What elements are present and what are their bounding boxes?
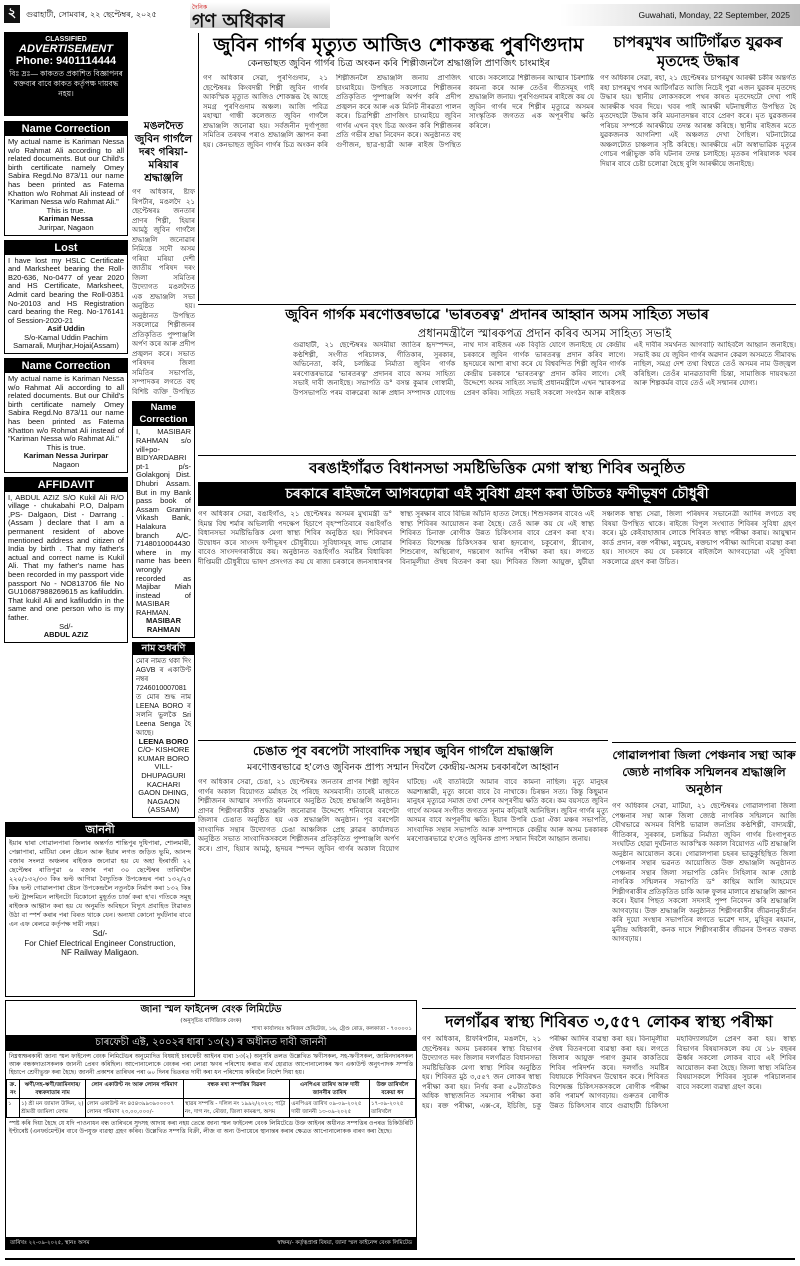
article-headline: জুবিন গাৰ্গক মৰণোত্তৰভাৱে 'ভাৰতৰত্ন' প্ৰদানৰ আহ্বান অসম সাহিত্য সভাৰ xyxy=(285,307,709,323)
notice-footer-bar xyxy=(6,1237,416,1249)
article-headline: গোৱালপাৰা জিলা পেঞ্চনাৰ সন্থা আৰু জ্যেষ্ঠ নাগৰিক সন্মিলনৰ শ্ৰদ্ধাঞ্জলি অনুষ্ঠান xyxy=(612,748,796,796)
ad-name-correction-masibar xyxy=(132,401,195,637)
ad-name-correction-2 xyxy=(4,358,128,473)
notice-signatory: For Chief Electrical Engineer Construction, xyxy=(24,938,176,948)
article-headline: বৰঙাইগাঁৱত বিধানসভা সমষ্টিভিত্তিক মেগা স্বাস্থ্য শিবিৰ অনুষ্ঠিত xyxy=(309,459,685,477)
notice-signature: স্বাক্ষৰ/- কৰ্তৃত্বপ্ৰাপ্ত বিষয়া, জানা স্মল ফাইনেন্স বেংক লিমিটেড xyxy=(277,1240,412,1246)
article-body: গণ অধিকাৰ সেৱা, বঙাইগাঁও, ২১ ছেপ্টেম্বৰঃ অসমৰ মুখ্যমন্ত্ৰী ড° হিমন্ত বিশ্ব শৰ্মাৰ অভিলাষী পদক্ষেপ হিচাপে বৃহস্পতিবাৰে বঙাইগাঁও বিধানসভা সমষ্টিভিত্তিক মেগা স্বাস্থ্য শিবিৰ অনুষ্ঠিত হয়। শিবিৰখন উদ্বোধন কৰে সাংসদ ফণীভূষণ চৌধুৰীয়ে। সুবিধাসমূহ লাভ লোৱাৰ বাবেও সাংসদগৰাকীয়ে কয়। অনুষ্ঠানত বঙাইগাঁও সমষ্টিৰ বিধায়িকা দীপ্তিময়ী চৌধুৰীয়ে ভাষণ প্ৰসংগত কয় যে ৰাজ্য চৰকাৰে জনসাধাৰণৰ স্বাস্থ্য সুৰক্ষাৰ বাবে বিভিন্ন আঁচনি হাতত লৈছে। শিশুসকলৰ বাবেও এই স্বাস্থ্য শিবিৰৰ আয়োজন কৰা হৈছে। তেওঁ আৰু কয় যে এই স্বাস্থ্য শিবিৰত চিনাক্ত ৰোগীক উন্নত চিকিৎসাৰ বাবে প্ৰেৰণ কৰা হ'ব। শিবিৰত বিশেষজ্ঞ চিকিৎসকৰ দ্বাৰা হৃদৰোগ, চকুৰোগ, স্ত্ৰীৰোগ, শিশুৰোগ, অস্থিৰোগ, দন্তৰোগ আদিৰ পৰীক্ষা কৰা হয়। লগতে বিনামূলীয়া ঔষধ বিতৰণ কৰা হয়। শিবিৰত জিলা আয়ুক্ত, যুটীয়া সঞ্চালক স্বাস্থ্য সেৱা, জিলা পৰিষদৰ সভানেত্ৰী আদিৰ লগতে বহু বিষয়া উপস্থিত থাকে। ৰাইজে বিপুল সংখ্যাত শিবিৰৰ সুবিধা গ্ৰহণ কৰে। মুঠ কেইবাহাজাৰ লোকে শিবিৰত স্বাস্থ্য পৰীক্ষা কৰায়। আয়ুষ্মান কাৰ্ড প্ৰদান, ৰক্ত পৰীক্ষা, মধুমেহ, ৰক্তচাপ পৰীক্ষা আদিৰো ব্যৱস্থা কৰা হয়। সাংসদে কয় যে চৰকাৰে ৰাইজলৈ আগবঢ়োৱা এই সুবিধা সকলোৱে গ্ৰহণ কৰা উচিত। xyxy=(198,510,796,566)
ad-title: Name Correction xyxy=(5,122,127,136)
ad-address: Jurirpar, Nagaon xyxy=(38,222,94,232)
article-mega-health-camp xyxy=(198,455,796,737)
ad-lost xyxy=(4,240,128,355)
table-header: ক্ৰ. নং xyxy=(7,1080,20,1099)
table-cell: ১ xyxy=(7,1099,20,1118)
ad-text: My actual name is Kariman Nessa w/o Rahmat Ali according to all related documents. But our Child's birth certificate namely Omey Sabira Regd.No 873/11 our name has been printed as Fatema Khatton w/o Rohmat Ali instead of "Kariman Nessa w/o Rahmat Ali." xyxy=(8,137,124,207)
article-subheadline: মৰণোত্তৰভাৱে হ'লেও জুবিনক প্ৰাপ্য সন্মান দিবলৈ কেন্দ্ৰীয়-অসম চৰকাৰলৈ আহ্বান xyxy=(247,762,559,773)
notice-footer-text: স্পষ্ট কৰি দিয়া হৈছে যে যদি পাওনাধন বন্ধ তাৰিখৰে সুদসহ আদায় কৰা নহয় তেন্তে জানা স্মল ফাইনেন্স বেংক লিমিটেডে উক্ত আইনৰ অধীনত সম্পত্তিৰ ওপৰত চিকিউৰিটি ইণ্টাৰেষ্ট (এনফৰ্চমেণ্ট)ৰ বাবে উপযুক্ত ব্যৱস্থা গ্ৰহণ কৰিব। উল্লেখিত সম্পত্তি বিক্ৰী, লীজ বা অন্য উপায়েৰে স্থানান্তৰ কৰাৰ ক্ষেত্ৰত আপোনালোকক বাৰণ কৰা হৈছে। xyxy=(9,1120,413,1135)
ad-address: C/O- KISHORE KUMAR BORO VILL- DHUPAGURI KACHARI GAON DHING, NAGAON (ASSAM) xyxy=(137,745,190,815)
article-headline: দলগাঁৱৰ স্বাস্থ্য শিবিৰত ৩,৫৫৭ লোকৰ স্বাস্থ্য পৰীক্ষা xyxy=(445,1012,773,1031)
ad-name-correction-assamese xyxy=(132,642,195,818)
ad-signature: MASIBAR RAHMAN xyxy=(146,616,181,635)
article-mangaldoi xyxy=(132,120,195,397)
article-subheadline: চৰকাৰে ৰাইজলৈ আগবঢ়োৱা এই সুবিধা গ্ৰহণ কৰা উচিতঃ ফণীভূষণ চৌধুৰী xyxy=(198,482,796,506)
notice-sd: Sd/- xyxy=(92,929,108,938)
article-body: গণ অধিকাৰ সেৱা, পুৰণিগুদাম, ২১ ছেপ্টেম্বৰঃ কিংবদন্তী শিল্পী জুবিন গাৰ্গৰ আকস্মিক মৃত্যুত আজিও শোকস্তব্ধ হৈ আছে সমগ্ৰ পুৰণিগুদাম অঞ্চল। আজি পবিত্ৰ মহাত্মা গান্ধী কলেজত জুবিন গাৰ্গলৈ শ্ৰদ্ধাঞ্জলি জনোৱা হয়। সৰ্বজনীন দুৰ্গাপূজা সমিতিৰ তৰফৰ পৰাও শ্ৰদ্ধাঞ্জলি জ্ঞাপন কৰা হয়। কেনভাছত জুবিন গাৰ্গৰ চিত্ৰ অংকন কৰি শিল্পীজনলৈ শ্ৰদ্ধাঞ্জলি জনায় প্ৰাণজিৎ চাংমাইয়ে। উপস্থিত সকলোৱে শিল্পীজনৰ প্ৰতিকৃতিত পুষ্পাঞ্জলি অৰ্পণ কৰি প্ৰদীপ প্ৰজ্বলন কৰে আৰু এক মিনিট নীৰৱতা পালন কৰে। চিত্ৰশিল্পী প্ৰাণজিৎ চাংমাইয়ে জুবিন গাৰ্গৰ এখন বৃহৎ চিত্ৰ অংকন কৰি শিল্পীজনৰ প্ৰতি গভীৰ শ্ৰদ্ধা নিবেদন কৰে। অনুষ্ঠানত বহু গুণীজন, ছাত্ৰ-ছাত্ৰী আৰু ৰাইজ উপস্থিত থাকে। সকলোৱে শিল্পীজনৰ আত্মাৰ চিৰশান্তি কামনা কৰে আৰু তেওঁৰ গীতসমূহ গাই শ্ৰদ্ধাঞ্জলি জনায়। পুৰণিগুদামৰ ৰাইজে কয় যে জুবিন গাৰ্গৰ দৰে শিল্পীৰ মৃত্যুৱে অসমৰ সাংস্কৃতিক জগতত এক অপূৰণীয় ক্ষতি কৰিলে। xyxy=(203,74,594,149)
article-subheadline: কেনভাছত জুবিন গাৰ্গৰ চিত্ৰ অংকন কৰি শিল্পীজনলৈ শ্ৰদ্ধাঞ্জলি প্ৰাণজিৎ চাংমাইৰ xyxy=(247,58,550,69)
table-header: বন্ধক ৰখা সম্পত্তিৰ বিৱৰণ xyxy=(183,1080,289,1099)
masthead xyxy=(190,2,330,32)
ad-title: নাম শুধৰণি xyxy=(133,643,194,655)
ad-text: I, MASIBAR RAHMAN s/o vill+po- BIDYARDABRI pt-1 p/s-Golakgonj Dist. Dhubri Assam. But in my Bank pass book of Assam Gramin Vikash Bank, Halakura branch A/C-7148010004430 where in my name has been wrongly recorded as Majibar Miah instead of MASIBAR RAHMAN. xyxy=(136,427,191,617)
table-cell: এনপিএৰ তাৰিখ ০৯-০৯-২০২৫ দাবী জাননী ১৩-০৯-২০২৫ xyxy=(290,1099,370,1118)
ad-title: AFFIDAVIT xyxy=(5,478,127,492)
table-cell: ১৭-০৯-২০২৫ তাৰিখলৈ xyxy=(369,1099,415,1118)
table-header: লোন একাউণ্ট নং আৰু লোনৰ পৰিমাণ xyxy=(86,1080,184,1099)
classified-phone: Phone: 9401114444 xyxy=(15,55,117,67)
notice-table xyxy=(6,1079,416,1118)
page-bottom-rule xyxy=(5,1258,795,1260)
article-sahitya-sabha xyxy=(198,304,796,450)
page-number: ২ xyxy=(4,5,20,23)
date-english xyxy=(560,4,800,26)
article-body: গণ অধিকাৰ সেৱা, চেঙা, ২১ ছেপ্টেম্বৰঃ জনতাৰ প্ৰাণৰ শিল্পী জুবিন গাৰ্গৰ অকাল বিয়োগত মৰ্মাহত হৈ পৰিছে অসমবাসী। তাৰেই মাজতে শিল্পীজনৰ আত্মাৰ সদগতি কামনাৰে অনুষ্ঠিত হৈছে শ্ৰদ্ধাঞ্জলি অনুষ্ঠান। প্ৰাণৰ শিল্পীগৰাকীক শ্ৰদ্ধাঞ্জলি জনোৱাৰ উদ্দেশ্যে শনিবাৰে বৰপেটা জিলাৰ চেঙাত অনুষ্ঠিত হয় এক শ্ৰদ্ধাঞ্জলি অনুষ্ঠান। পূব বৰপেটা সাংবাদিক সন্থাৰ উদ্যোগত চেঙা আঞ্চলিক প্ৰেছ ক্লাৱৰ কাৰ্যালয়ত অনুষ্ঠিত সভাত সাংবাদিকসকলে শিল্পীজনৰ প্ৰতিকৃতিত পুষ্পাঞ্জলি অৰ্পণ কৰে। প্ৰাণ, হিয়াৰ আমঠু, হৃদয়ৰ স্পন্দন জুবিন গাৰ্গৰ অকাল বিয়োগ ঘটিছে। এই বাতৰিটো আমাৰ বাবে কামনা নাছিল। মৃত্যু মানুহৰ অৱশ্যম্ভাৱী, মৃত্যু কাৰো বাবে বৈ নাথাকে। চিৰন্তন সত্য। কিন্তু কিছুমান মানুহৰ মৃত্যুৱে সমাজ তথা দেশৰ অপূৰণীয় ক্ষতি কৰে। কম বয়সতে জুবিন গাৰ্গে অসমৰ সংগীত জগতত সুনাম কঢ়িয়াই আনিছিল। জুবিন গাৰ্গৰ মৃত্যু অসমৰ বাবে অপূৰণীয় ক্ষতি। ইয়াৰ উপৰি চেঙা ঐক্য মঞ্চৰ সভাপতি, সাংবাদিক সন্থাৰ সভাপতি আৰু সম্পাদকে কেন্দ্ৰীয় আৰু অসম চৰকাৰক মৰণোত্তৰভাৱে হ'লেও জুবিনক প্ৰাপ্য সন্মান দিবলৈ আহ্বান জনায়। xyxy=(198,778,608,853)
notice-text: ইয়াৰ দ্বাৰা গোৱালপাৰা জিলাৰ অন্তৰ্গত শান্তিপুৰ দুধিপাৰা, শোলমাৰী, পেল্লাপাৰা, মাটিয়া ৰেল ষ্টেচন আৰু ইয়াৰ লগত জড়িত ভুমি, আনন্দ বজাৰ সংলগ্ন অঞ্চলৰ ৰাইজক জনোৱা হয় যে অহা ইংৰাজী ২২ ছেপ্টেম্বৰ ৰাতিপুৱা ৬ বজাৰ পৰা ৩০ ছেপ্টেম্বৰ তাৰিখলৈ ২২০/১৩২/৩৩ কিঃ ভল্ট আগিয়া বৈদ্যুতিক উপকেন্দ্ৰৰ পৰা ১৩২/২৫ কিঃ ভল্ট গোৱালপাৰা ষ্টেচন উপকেন্দ্ৰলৈ নতুনকৈ নিৰ্মাণ কৰা ১৩২ কিঃ ভল্ট ট্ৰান্সমিচন লাইনটো যিকোনো মুহূৰ্তত চাৰ্জ কৰা হ'ব। গতিকে সমূহ ৰাইজক আহ্বান কৰা হয় যে অনুমতি অবিহনে বিদ্যুৎ প্ৰবাহিত টাৱাৰত উঠা বা স্পৰ্শ কৰাৰ পৰা বিৰত থাকে যেন। অন্যথা কোনো দুৰ্ঘটনাৰ বাবে এন এফ ৰেলৱে কৰ্তৃপক্ষ দায়ী নহয়। xyxy=(9,839,191,928)
article-body: গুৱাহাটী, ২১ ছেপ্টেম্বৰঃ অসমীয়া জাতিৰ হৃদস্পন্দন, কণ্ঠশিল্পী, সংগীত পৰিচালক, গীতিকাৰ, সুৰকাৰ, অভিনেতা, কবি, চলচ্চিত্ৰ নিৰ্মাতা জুবিন গাৰ্গক মৰণোত্তৰভাৱে 'ভাৰতৰত্ন' প্ৰদানৰ বাবে অসম সাহিত্য সভাই দাবী জনাইছে। সভাপতি ড° বসন্ত কুমাৰ গোস্বামী, উপসভাপতি পৰম বাৰুৱেৰা আৰু প্ৰধান সম্পাদক যোগেন্দ্ৰ নাথ দাস ৰাইজৰ এক বিবৃতি যোগে জনাইছে যে কেন্দ্ৰীয় চৰকাৰে জুবিন গাৰ্গক ভাৰতৰত্ন প্ৰদান কৰিব লাগে। হৃদয়েৰে আশা ৰাখা কৰে যে বিশ্ববন্দিত শিল্পী জুবিন গাৰ্গক কেন্দ্ৰীয় চৰকাৰে 'ভাৰতৰত্ন' প্ৰদান কৰিব লাগে। সেই উদ্দেশ্যে অসম সাহিত্য সভাই প্ৰধানমন্ত্ৰীলৈ এখন স্মাৰকপত্ৰ প্ৰেৰণ কৰিব। সাহিত্য সভাই সকলো সংগঠন আৰু ৰাইজক এই দাবীৰ সমৰ্থনত আগবাঢ়ি আহিবলৈ আহ্বান জনাইছে। সভাই কয় যে জুবিন গাৰ্গৰ অৱদান কেৱল অসমতে সীমাবদ্ধ নাছিল, সমগ্ৰ দেশ তথা বিশ্বতে তেওঁ অসমৰ নাম উজ্জ্বল কৰিছিল। তেওঁৰ মানৱতাবাদী চিন্তা, সামাজিক দায়বদ্ধতা আৰু শিল্পকৰ্মৰ বাবে তেওঁ এই সন্মানৰ যোগ্য। xyxy=(293,341,796,397)
classified-box xyxy=(4,32,128,116)
second-left-column xyxy=(132,120,195,818)
ad-signature: Kariman Nessa Jurirpar xyxy=(23,451,109,461)
masthead-small: দৈনিক xyxy=(192,4,208,11)
article-headline: জুবিন গাৰ্গৰ মৃত্যুত আজিও শোকস্তব্ধ পুৰণিগুদাম xyxy=(213,34,584,56)
article-sangbadik-tribute xyxy=(198,740,608,1002)
notice-title: চাৰফেচী এক্ট, ২০০২ৰ ধাৰা ১৩(২) ৰ অধীনত দাবী জাননী xyxy=(6,1035,416,1051)
notice-title: জাননী xyxy=(6,823,194,837)
bank-subtitle: (অনুসূচিত বাণিজ্যিক বেংক) xyxy=(180,1018,242,1024)
table-header: উক্ত তাৰিখলৈ বকেয়া ধন xyxy=(369,1080,415,1099)
ad-text: মোৰ নামত থকা দিং AGVB ৰ একাউণ্ট নম্বৰ 7246010007081 ত মোৰ শুদ্ধ নাম LEENA BORO ৰ সলনি ভুলকৈ Sri Leena Senga হৈ আছে। xyxy=(136,657,191,737)
article-sahitya-side xyxy=(198,325,293,441)
ad-note: This is true. xyxy=(46,205,86,215)
left-ads-column xyxy=(4,121,128,817)
date-assamese: গুৱাহাটী, সোমবাৰ, ২২ ছেপ্টেম্বৰ, ২০২৫ xyxy=(26,10,157,19)
notice-date-place: তাৰিখঃ ২২-০৯-২০২৫, স্থানঃ অসম xyxy=(10,1240,90,1246)
ad-signature: Kariman Nessa xyxy=(38,214,94,224)
notice-intro: নিম্নস্বাক্ষৰকাৰী জানা স্মল ফাইনেন্স বেংক লিমিটেডৰ অনুমোদিত বিষয়াই চাৰফেচী আইনৰ ধাৰা ১৩(২) অনুসৰি তলত উল্লেখিত ঋণীসকল, সহ-ঋণীসকল, জামিনদাৰসকল আৰু বন্ধকদাতাসকলক জাননী প্ৰেৰণ কৰিছিল। আপোনালোকে বেংকৰ পৰা লোৱা ঋণৰ পৰিশোধ কৰাত ব্যৰ্থ হোৱাত আপোনালোকৰ ঋণ একাউণ্ট অনুৎপাদক সম্পত্তি হিচাপে শ্ৰেণীভুক্ত কৰা হৈছে। জাননী প্ৰকাশৰ তাৰিখৰ পৰা ৬০ দিনৰ ভিতৰত দাবী কৰা ধন পৰিশোধ কৰিবলৈ নিৰ্দেশ দিয়া হয়। xyxy=(9,1053,413,1076)
article-headline: চাপৰমুখৰ আটিগাঁৱত যুৱকৰ মৃতদেহ উদ্ধাৰ xyxy=(613,33,783,70)
ad-note: This is true. xyxy=(46,442,86,452)
table-cell: ১) শ্ৰী মন জামাল উদ্দিন, ২) শ্ৰীমতী জামিলা বেগম xyxy=(20,1099,86,1118)
masthead-title: গণ অধিকাৰ xyxy=(192,10,285,32)
classified-disclaimer: বিঃ দ্ৰঃ— কাকতত প্ৰকাশিত বিজ্ঞাপনৰ বক্তব্যৰ বাবে কাকত কৰ্তৃপক্ষ দায়বদ্ধ নহয়। xyxy=(9,69,123,98)
ad-title: Name Correction xyxy=(133,402,194,426)
ad-signature: ABDUL AZIZ xyxy=(43,630,89,640)
ad-address: S/o-Kamal Uddin Pachim Samarali, Murjhar,Hojai(Assam) xyxy=(13,332,119,351)
article-body: গণ অধিকাৰ সেৱা, ৰহা, ২১ ছেপ্টেম্বৰঃ চাপৰমুখ আৰক্ষী চকীৰ অন্তৰ্গত ৰহা চাপৰমুখ পথৰ আটিগাঁৱত আজি নিচেই পুৱা এজন যুৱকৰ মৃতদেহ উদ্ধাৰ হয়। স্থানীয় লোকসকলে পথৰ কাষত মৃতদেহটো দেখা পাই আৰক্ষীক খবৰ দিয়ে। খবৰ পাই আৰক্ষী ঘটনাস্থলীত উপস্থিত হৈ মৃতদেহটো উদ্ধাৰ কৰি ময়নাতদন্তৰ বাবে প্ৰেৰণ কৰে। মৃত যুৱকজনৰ পৰিচয় সম্পৰ্কে আৰক্ষীয়ে তদন্ত আৰম্ভ কৰিছে। স্থানীয় ৰাইজৰ মতে যুৱকজনক আগনিশা এই অঞ্চলত দেখা গৈছিল। ঘটনাটোৱে অঞ্চলটোত চাঞ্চল্যৰ সৃষ্টি কৰিছে। আৰক্ষীয়ে এটা অস্বাভাৱিক মৃত্যুৰ গোচৰ পঞ্জীভুক্ত কৰি ঘটনাৰ তদন্ত চলাইছে। মৃতকৰ পৰিয়ালক খবৰ দিয়াৰ বাবে চেষ্টা চলোৱা হৈছে বুলি আৰক্ষীয়ে জনাইছে। xyxy=(600,74,796,168)
article-chapormukh xyxy=(600,33,796,301)
classified-label: CLASSIFIED xyxy=(45,36,87,43)
date-english-text: Guwahati, Monday, 22 September, 2025 xyxy=(638,10,790,20)
ad-title: Name Correction xyxy=(5,359,127,373)
bank-branch-address: শাখা কাৰ্যালয়ঃ অৰিজন হেৰিটেজ, ১৬, ষ্ট্ৰেণ্ড ৰোড, কলকাতা - ৭০০০০১ xyxy=(251,1026,412,1032)
ad-affidavit xyxy=(4,477,128,643)
article-goalpara-pensioners xyxy=(612,742,796,1004)
bank-demand-notice xyxy=(5,1000,417,1250)
ad-note: Sd/- xyxy=(59,621,73,631)
table-header: ঋণী/সহ-ঋণী/জামিনদাৰ/ বন্ধকদাতাৰ নাম xyxy=(20,1080,86,1099)
notice-signatory-org: NF Railway Maligaon. xyxy=(61,948,139,957)
ad-title: Lost xyxy=(5,241,127,255)
article-subheadline: প্ৰধানমন্ত্ৰীলৈ স্মাৰকপত্ৰ প্ৰদান কৰিব অসম সাহিত্য সভাই xyxy=(417,326,672,340)
article-dalgaon-health-camp xyxy=(422,1008,796,1253)
railway-notice xyxy=(5,822,195,997)
advertisement-label: ADVERTISEMENT xyxy=(19,43,113,55)
table-header: এনপিএৰ তাৰিখ আৰু দাবী জাননীৰ তাৰিখ xyxy=(290,1080,370,1099)
article-body: গণ অধিকাৰ সেৱা, মাটিয়া, ২১ ছেপ্টেম্বৰঃ গোৱালপাৰা জিলা পেঞ্চনাৰ সন্থা আৰু জিলা জ্যেষ্ঠ নাগৰিক সন্মিলনে আজি যৌথভাৱে অসমৰ বিশিষ্ট ভাৱাল জনপ্ৰিয় কণ্ঠশিল্পী, বাদ্যযন্ত্ৰী, গীতিকাৰ, সুৰকাৰ, চলচ্চিত্ৰ নিৰ্মাতা জুবিন গাৰ্গৰ চিংগাপুৰত সংঘটিত হোৱা দুৰ্ঘটনাত আকস্মিক অকাল বিয়োগত এটি শ্ৰদ্ধাঞ্জলি অনুষ্ঠান আয়োজন কৰে। গোৱালপাৰা চহৰৰ ভাড়ুকুছিস্থিত জিলা পেঞ্চনাৰ সন্থাৰ ভৱনত আয়োজিত উক্ত শ্ৰদ্ধাঞ্জলি অনুষ্ঠানত পেঞ্চনাৰ সন্থাৰ জিলা সভাপতি কেনিং সিহিলাৰ আৰু জ্যেষ্ঠ নাগৰিক সন্মিলনৰ সভাপতি ড° কাছিম আলি আহমেদে শিল্পীগৰাকীৰ প্ৰতিকৃতিত চাকি আৰু ফুলৰ মালাৰে শ্ৰদ্ধাঞ্জলি জ্ঞাপন কৰে। ইয়াৰ পিছত সকলো সদস্যই পুষ্প নিবেদন কৰি শ্ৰদ্ধাঞ্জলি আগবঢ়ায়। উক্ত শ্ৰদ্ধাঞ্জলি অনুষ্ঠানত শিল্পীগৰাকীৰ জীৱনানুকীৰ্তন কৰি দুয়ো সংস্থাৰ সভাপতিৰ লগতে ভৱেশ দাস, মুহিবুৰ ৰহমান, মুনীন্দ্ৰ অধিকাৰী, কনক দাসে শিল্পীগৰাকীৰ জীৱনৰ উপৰত বক্তব্য আগবঢ়ায়। xyxy=(612,802,796,943)
ad-signature: LEENA BORO xyxy=(138,736,189,746)
article-headline: মঙলদৈত জুবিন গাৰ্গলৈ দৰং গৰিয়া-মৰিয়াৰ শ্ৰদ্ধাঞ্জলি xyxy=(134,120,193,184)
bank-name: জানা স্মল ফাইনেন্স বেংক লিমিটেড xyxy=(140,1004,282,1015)
ad-text: I have lost my HSLC Certificate and Marksheet bearing the Roll- B20-636, No-0477 of year 2020 and HS Certificate, Marksheet, Admit card bearing the Roll-0351 No-20103 and HS Registration card bearing the Reg. No-176141 of Session-2020-21 xyxy=(8,255,124,325)
article-body: গণ অধিকাৰ, ষ্টাফৰিপৰ্টাৰ, মঙলদৈ, ২১ ছেপ্টেম্বৰঃ অসম চৰকাৰৰ স্বাস্থ্য বিভাগৰ উদ্যোগত দৰং জিলাৰ দলগাঁৱত বিধানসভা সমষ্টিভিত্তিক মেগা স্বাস্থ্য শিবিৰ অনুষ্ঠিত হয়। শিবিৰত মুঠ ৩,৫৫৭ জন লোকৰ স্বাস্থ্য পৰীক্ষা কৰা হয়। নিৰ্ণয় কৰা ৫০টাতকৈও অধিক স্বাস্থ্যজনিত সমস্যাৰ পৰীক্ষা কৰা হয়। ৰক্ত পৰীক্ষা, এক্স-ৰে, ইচিজি, চকু পৰীক্ষা আদিৰ ব্যৱস্থা কৰা হয়। বিনামূলীয়া ঔষধ বিতৰণৰো ব্যৱস্থা কৰা হয়। লগতে জিলাৰ আয়ুক্ত পৰাগ কুমাৰ কাকতিয়ে শিবিৰ পৰিদৰ্শন কৰে। দলগাঁও সমষ্টিৰ বিধায়কে শিবিৰখন উদ্বোধন কৰে। শিবিৰত বিশেষজ্ঞ চিকিৎসকসকলে ৰোগীক পৰীক্ষা কৰি পৰামৰ্শ আগবঢ়ায়। গুৰুতৰ ৰোগীক উন্নত চিকিৎসাৰ বাবে গুৱাহাটী চিকিৎসা মহাবিদ্যালয়লৈ প্ৰেৰণ কৰা হয়। স্বাস্থ্য বিভাগৰ বিষয়াসকলে কয় যে ১৮ বছৰৰ ঊৰ্ধ্বৰ সকলো লোকৰ বাবে এই শিবিৰ আয়োজন কৰা হৈছে। জিলা স্বাস্থ্য সমিতিৰ বিষয়াসকলে শিবিৰৰ সুচাৰু পৰিচালনাৰ বাবে সকলো ব্যৱস্থা গ্ৰহণ কৰে। xyxy=(422,1035,796,1110)
table-row xyxy=(7,1099,416,1118)
table-cell: স্থাৱৰ সম্পত্তি - দলিল নং ১৯৯২/২০২৩; পাট্টা নং, দাগ নং, মৌজা, জিলা কামৰূপ, অসম xyxy=(183,1099,289,1118)
ad-signature: Asif Uddin xyxy=(47,324,85,334)
article-zubeen-puranigudam xyxy=(198,33,594,301)
article-headline: চেঙাত পূব বৰপেটা সাংবাদিক সন্থাৰ জুবিন গাৰ্গলৈ শ্ৰদ্ধাঞ্জলি xyxy=(252,743,554,758)
table-cell: লোন একাউণ্ট নং ৪৫৪৩৯৯৩৯০০০০৭ লোনৰ পৰিমাণ ২৩,০০,০০০/- xyxy=(86,1099,184,1118)
article-body: গণ অধিকাৰ, ষ্টাফ ৰিপৰ্টাৰ, মঙলদৈ ২১ ছেপ্টেম্বৰঃ জনতাৰ প্ৰাণৰ শিল্পী, হিয়াৰ আমঠু জুবিন গাৰ্গলৈ শ্ৰদ্ধাঞ্জলি জনোৱাৰ নিমিত্তে সদৌ অসম গৰিয়া মৰিয়া দেশী জাতীয় পৰিষদ দৰং জিলা সমিতিৰ উদ্যোগত মঙলদৈত এক শ্ৰদ্ধাঞ্জলি সভা অনুষ্ঠিত হয়। অনুষ্ঠানত উপস্থিত সকলোৱে শিল্পীজনৰ প্ৰতিকৃতিত পুষ্পাঞ্জলি অৰ্পণ কৰে আৰু প্ৰদীপ প্ৰজ্বলন কৰে। সভাত পৰিষদৰ জিলা সমিতিৰ সভাপতি, সম্পাদকৰ লগতে বহু বিশিষ্ট ব্যক্তি উপস্থিত xyxy=(132,188,195,396)
ad-text: My actual name is Kariman Nessa w/o Rahmat Ali according to all related documents. But our Child's birth certificate namely Omey Sabira Regd.No 873/11 our name has been printed as Fatema Khatton w/o Rohmat Ali instead of "Kariman Nessa w/o Rahmat Ali." xyxy=(8,374,124,444)
page-header xyxy=(0,0,800,32)
ad-name-correction-1 xyxy=(4,121,128,236)
ad-text: I, ABDUL AZIZ S/O Kukil Ali R/O village - chukabahi P.O, Dalpam ,PS- Dalgaon, Dist - Darrang . (Assam ) declare that I am a permanent resident of above mentioned address and citizen of India by birth . That my father's actual and correct name is Kukil Ali. That my father's name has been recorded in my passport vide passport No - NO813706 file No GU10687988269615 as kafiluddin. That kukil Ali and kafiluddin in the same and one person who is my father. xyxy=(8,492,124,622)
ad-address: Nagaon xyxy=(52,460,80,469)
